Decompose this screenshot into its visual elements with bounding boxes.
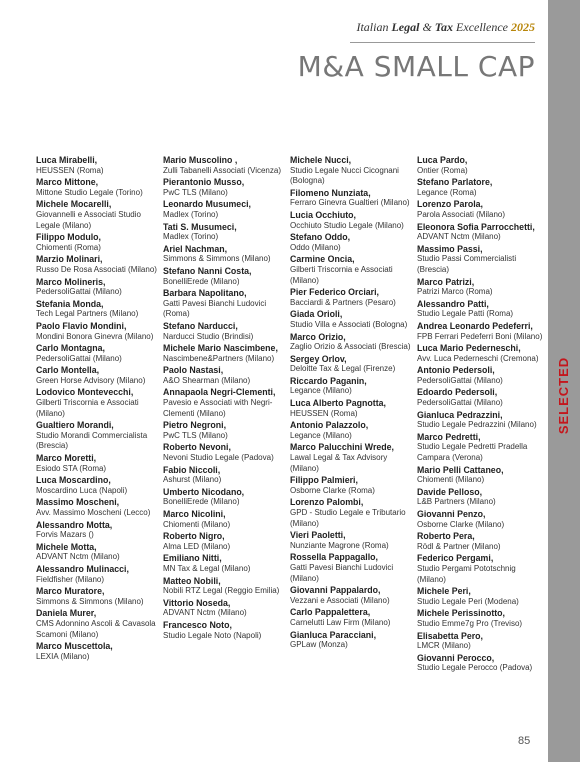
entry-name: Marco Muratore, xyxy=(36,586,105,597)
directory-entry xyxy=(163,199,289,220)
directory-entry xyxy=(290,398,416,419)
directory-entry xyxy=(163,531,289,552)
entry-name: Luca Mario Pederneschi, xyxy=(417,343,521,354)
directory-entry xyxy=(417,387,543,408)
directory-entry xyxy=(417,177,543,198)
header-text-tax: Tax xyxy=(434,20,454,34)
entry-firm: Deloitte Tax & Legal (Firenze) xyxy=(290,364,396,374)
entry-name: Tati S. Musumeci, xyxy=(163,221,237,232)
directory-entry xyxy=(417,277,543,298)
directory-entry xyxy=(290,607,416,628)
directory-entry xyxy=(417,321,543,342)
entry-name: Vieri Paoletti, xyxy=(290,530,346,541)
directory-entry xyxy=(290,232,416,253)
entry-name: Gianluca Paracciani, xyxy=(290,629,377,640)
entry-firm: Occhiuto Studio Legale (Milano) xyxy=(290,220,404,230)
entry-firm: HEUSSEN (Roma) xyxy=(290,408,358,418)
entry-firm: Nevoni Studio Legale (Padova) xyxy=(163,453,274,463)
directory-columns xyxy=(36,155,541,735)
entry-firm: Tech Legal Partners (Milano) xyxy=(36,309,139,319)
entry-firm: Giovannelli e Associati Studio Legale (Milano) xyxy=(36,209,141,230)
entry-name: Michele Mario Nascimbene, xyxy=(163,343,278,354)
directory-entry xyxy=(163,509,289,530)
entry-name: Massimo Moscheni, xyxy=(36,497,120,508)
directory-entry xyxy=(417,487,543,508)
entry-firm: Gilberti Triscornia e Associati (Milano) xyxy=(36,398,139,418)
entry-name: Sergey Orlov, xyxy=(290,353,347,364)
entry-name: Lorenzo Palombi, xyxy=(290,497,364,508)
directory-entry xyxy=(163,420,289,441)
directory-entry xyxy=(290,630,416,651)
entry-firm: Simmons & Simmons (Milano) xyxy=(36,596,144,606)
directory-entry xyxy=(417,631,543,652)
directory-entry xyxy=(417,155,543,176)
directory-entry xyxy=(417,365,543,386)
entry-name: Federico Pergami, xyxy=(417,553,494,564)
entry-firm: Avv. Luca Pederneschi (Cremona) xyxy=(417,353,539,363)
entry-firm: Osborne Clarke (Roma) xyxy=(290,485,375,495)
entry-firm: PwC TLS (Milano) xyxy=(163,430,228,440)
directory-entry xyxy=(36,277,162,298)
directory-entry xyxy=(36,343,162,364)
entry-firm: BonelliErede (Milano) xyxy=(163,276,240,286)
directory-entry xyxy=(36,387,162,419)
entry-name: Antonio Pedersoli, xyxy=(417,365,495,376)
directory-entry xyxy=(163,598,289,619)
directory-entry xyxy=(36,453,162,474)
entry-name: Francesco Noto, xyxy=(163,619,232,630)
entry-name: Pietro Negroni, xyxy=(163,420,227,431)
entry-firm: Lawal Legal & Tax Advisory (Milano) xyxy=(290,453,388,473)
entry-firm: Ashurst (Milano) xyxy=(163,475,222,485)
entry-name: Riccardo Paganin, xyxy=(290,375,367,386)
entry-name: Alessandro Mulinacci, xyxy=(36,563,129,574)
directory-entry xyxy=(417,509,543,530)
entry-name: Marco Muscettola, xyxy=(36,641,113,652)
entry-name: Marco Pedretti, xyxy=(417,431,481,442)
entry-firm: Studio Pergami Pototschnig (Milano) xyxy=(417,563,516,584)
entry-firm: Carnelutti Law Firm (Milano) xyxy=(290,617,391,627)
directory-entry xyxy=(36,420,162,452)
directory-entry xyxy=(290,332,416,353)
directory-entry xyxy=(163,465,289,486)
entry-name: Lucia Occhiuto, xyxy=(290,209,356,220)
entry-firm: Legance (Milano) xyxy=(290,386,352,396)
directory-entry xyxy=(290,442,416,474)
entry-firm: GPLaw (Monza) xyxy=(290,640,348,650)
directory-entry xyxy=(417,432,543,464)
entry-firm: PedersoliGattai (Milano) xyxy=(417,398,503,408)
entry-firm: Gatti Pavesi Bianchi Ludovici (Milano) xyxy=(290,562,394,583)
entry-name: Gianluca Pedrazzini, xyxy=(417,409,503,420)
side-tab-text: SELECTED xyxy=(556,356,572,434)
entry-firm: Legance (Milano) xyxy=(290,430,352,440)
entry-name: Marco Orizio, xyxy=(290,331,346,342)
directory-entry xyxy=(290,530,416,551)
entry-firm: Zaglio Orizio & Associati (Brescia) xyxy=(290,342,411,352)
entry-firm: PedersoliGattai (Milano) xyxy=(36,287,122,297)
entry-name: Andrea Leonardo Pedeferri, xyxy=(417,320,533,331)
directory-entry xyxy=(417,653,543,674)
entry-firm: Parola Associati (Milano) xyxy=(417,209,506,219)
entry-name: Luca Alberto Pagnotta, xyxy=(290,398,386,409)
header-text-legal: Legal xyxy=(391,20,420,34)
directory-entry xyxy=(36,254,162,275)
directory-entry xyxy=(290,210,416,231)
entry-firm: Ferraro Ginevra Gualtieri (Milano) xyxy=(290,198,410,208)
entry-firm: MN Tax & Legal (Milano) xyxy=(163,563,251,573)
entry-name: Gualtiero Morandi, xyxy=(36,420,114,431)
directory-column-2 xyxy=(163,155,289,642)
directory-entry xyxy=(290,376,416,397)
directory-entry xyxy=(36,177,162,198)
entry-firm: Forvis Mazars () xyxy=(36,530,94,540)
directory-entry xyxy=(163,442,289,463)
entry-name: Carlo Montagna, xyxy=(36,343,105,354)
directory-entry xyxy=(417,410,543,431)
section-title: M&A SMALL CAP xyxy=(297,50,535,83)
directory-column-3 xyxy=(290,155,416,652)
entry-name: Umberto Nicodano, xyxy=(163,486,245,497)
entry-name: Massimo Passi, xyxy=(417,243,483,254)
entry-firm: Oddo (Milano) xyxy=(290,242,341,252)
directory-entry xyxy=(290,552,416,584)
entry-firm: Gilberti Triscornia e Associati (Milano) xyxy=(290,264,393,285)
entry-firm: Mondini Bonora Ginevra (Milano) xyxy=(36,331,154,341)
entry-firm: Gatti Pavesi Bianchi Ludovici (Roma) xyxy=(163,298,267,319)
directory-entry xyxy=(290,287,416,308)
directory-entry xyxy=(36,299,162,320)
entry-name: Marco Nicolini, xyxy=(163,509,226,519)
entry-firm: Nunziante Magrone (Roma) xyxy=(290,540,389,550)
directory-column-4 xyxy=(417,155,543,675)
entry-firm: Studio Legale Noto (Napoli) xyxy=(163,630,262,640)
entry-firm: GPD - Studio Legale e Tributario (Milano) xyxy=(290,508,406,528)
entry-firm: Chiomenti (Milano) xyxy=(163,519,231,529)
entry-name: Filomeno Nunziata, xyxy=(290,187,371,198)
directory-entry xyxy=(36,155,162,176)
entry-firm: Studio Emme7g Pro (Treviso) xyxy=(417,618,523,628)
entry-name: Stefano Narducci, xyxy=(163,320,238,331)
entry-name: Michele Motta, xyxy=(36,541,97,552)
entry-firm: Simmons & Simmons (Milano) xyxy=(163,254,271,264)
entry-firm: Studio Villa e Associati (Bologna) xyxy=(290,319,408,329)
entry-name: Marco Palucchini Wrede, xyxy=(290,442,394,453)
directory-entry xyxy=(163,553,289,574)
entry-firm: Studio Passi Commercialisti (Brescia) xyxy=(417,254,517,274)
entry-firm: Narducci Studio (Brindisi) xyxy=(163,331,254,341)
directory-entry xyxy=(36,475,162,496)
entry-firm: Studio Legale Peri (Modena) xyxy=(417,596,519,606)
entry-firm: Studio Legale Patti (Roma) xyxy=(417,309,514,319)
entry-firm: L&B Partners (Milano) xyxy=(417,497,496,507)
directory-entry xyxy=(163,343,289,364)
entry-firm: Fieldfisher (Milano) xyxy=(36,574,105,584)
entry-firm: HEUSSEN (Roma) xyxy=(36,165,104,175)
entry-firm: Ontier (Roma) xyxy=(417,165,468,175)
directory-entry xyxy=(163,487,289,508)
header-text-amp: & xyxy=(419,20,435,34)
entry-name: Stefano Nanni Costa, xyxy=(163,265,252,276)
directory-entry xyxy=(417,244,543,276)
entry-name: Alessandro Patti, xyxy=(417,298,489,309)
entry-firm: Chiomenti (Roma) xyxy=(36,242,101,252)
directory-entry xyxy=(36,564,162,585)
entry-name: Carlo Montella, xyxy=(36,365,100,376)
entry-name: Michele Peri, xyxy=(417,586,471,597)
header-divider xyxy=(350,42,535,43)
entry-name: Filippo Modulo, xyxy=(36,232,101,243)
entry-name: Lorenzo Parola, xyxy=(417,199,483,210)
entry-firm: BonelliErede (Milano) xyxy=(163,497,240,507)
directory-entry xyxy=(163,266,289,287)
directory-entry xyxy=(163,222,289,243)
directory-entry xyxy=(163,576,289,597)
entry-firm: Vezzani e Associati (Milano) xyxy=(290,595,390,605)
entry-firm: A&O Shearman (Milano) xyxy=(163,375,251,385)
directory-entry xyxy=(417,553,543,585)
directory-entry xyxy=(36,641,162,662)
entry-firm: Legance (Roma) xyxy=(417,187,477,197)
entry-firm: Nascimbene&Partners (Milano) xyxy=(163,353,275,363)
entry-name: Marzio Molinari, xyxy=(36,254,103,265)
directory-entry xyxy=(163,155,289,176)
entry-firm: Zulli Tabanelli Associati (Vicenza) xyxy=(163,165,281,175)
directory-entry xyxy=(417,465,543,486)
entry-name: Roberto Nigro, xyxy=(163,531,225,542)
entry-firm: Avv. Massimo Moscheni (Lecco) xyxy=(36,508,151,517)
entry-name: Roberto Pera, xyxy=(417,531,475,542)
entry-firm: Patrizi Marco (Roma) xyxy=(417,287,493,297)
directory-entry xyxy=(36,542,162,563)
entry-name: Alessandro Motta, xyxy=(36,519,113,530)
entry-firm: PedersoliGattai (Milano) xyxy=(36,353,122,363)
directory-entry xyxy=(290,188,416,209)
entry-firm: Studio Legale Pedrazzini (Milano) xyxy=(417,420,537,430)
entry-firm: Madlex (Torino) xyxy=(163,232,219,242)
entry-name: Daniela Murer, xyxy=(36,608,97,619)
directory-entry xyxy=(417,531,543,552)
directory-entry xyxy=(163,177,289,198)
entry-name: Michele Mocarelli, xyxy=(36,199,112,210)
entry-name: Carlo Pappalettera, xyxy=(290,607,371,618)
entry-name: Fabio Niccoli, xyxy=(163,464,221,475)
page-number: 85 xyxy=(518,735,531,747)
directory-entry xyxy=(163,288,289,320)
entry-firm: Rödl & Partner (Milano) xyxy=(417,541,501,551)
directory-entry xyxy=(417,343,543,364)
entry-firm: Pavesio e Associati with Negri-Clementi (Milano) xyxy=(163,398,273,418)
directory-column-1 xyxy=(36,155,162,663)
entry-firm: Madlex (Torino) xyxy=(163,209,219,219)
directory-entry xyxy=(417,199,543,220)
directory-entry xyxy=(417,586,543,607)
directory-entry xyxy=(36,586,162,607)
directory-entry xyxy=(36,365,162,386)
side-tab-label xyxy=(548,340,580,450)
directory-entry xyxy=(417,299,543,320)
directory-entry xyxy=(417,608,543,629)
entry-firm: Moscardino Luca (Napoli) xyxy=(36,485,128,495)
entry-name: Luca Mirabelli, xyxy=(36,155,98,165)
entry-firm: Russo De Rosa Associati (Milano) xyxy=(36,264,157,274)
directory-entry xyxy=(163,365,289,386)
directory-entry xyxy=(36,497,162,518)
entry-name: Antonio Palazzolo, xyxy=(290,420,369,431)
entry-name: Pierantonio Musso, xyxy=(163,177,245,188)
entry-name: Marco Patrizi, xyxy=(417,276,475,287)
directory-entry xyxy=(290,254,416,286)
entry-firm: ADVANT Nctm (Milano) xyxy=(36,552,120,562)
directory-entry xyxy=(290,475,416,496)
entry-name: Mario Pelli Cattaneo, xyxy=(417,464,504,475)
entry-name: Paolo Flavio Mondini, xyxy=(36,320,127,331)
directory-entry xyxy=(417,222,543,243)
entry-name: Giovanni Perocco, xyxy=(417,652,495,663)
entry-name: Giovanni Pappalardo, xyxy=(290,585,381,596)
entry-name: Annapaola Negri-Clementi, xyxy=(163,387,276,398)
directory-entry xyxy=(290,309,416,330)
entry-firm: ADVANT Nctm (Milano) xyxy=(163,608,247,618)
entry-name: Filippo Palmieri, xyxy=(290,475,358,486)
directory-entry xyxy=(290,497,416,529)
entry-name: Luca Pardo, xyxy=(417,155,468,165)
entry-name: Emiliano Nitti, xyxy=(163,553,222,564)
directory-entry xyxy=(163,244,289,265)
directory-entry xyxy=(36,608,162,640)
directory-entry xyxy=(36,520,162,541)
entry-name: Barbara Napolitano, xyxy=(163,288,247,299)
entry-name: Mario Muscolino , xyxy=(163,155,238,165)
entry-firm: FPB Ferrari Pedeferri Boni (Milano) xyxy=(417,331,543,341)
directory-entry xyxy=(163,321,289,342)
header-text-italian: Italian xyxy=(356,20,392,34)
entry-name: Vittorio Noseda, xyxy=(163,597,231,608)
entry-name: Stefano Oddo, xyxy=(290,232,351,243)
entry-firm: Esiodo STA (Roma) xyxy=(36,463,107,473)
entry-firm: Studio Legale Pedretti Pradella Campara (Verona) xyxy=(417,442,528,463)
entry-firm: PwC TLS (Milano) xyxy=(163,187,228,197)
directory-entry xyxy=(163,387,289,419)
directory-entry xyxy=(36,232,162,253)
entry-firm: Studio Legale Nucci Cicognani (Bologna) xyxy=(290,165,399,186)
entry-name: Davide Pelloso, xyxy=(417,486,483,497)
entry-name: Matteo Nobili, xyxy=(163,575,221,586)
directory-entry xyxy=(163,620,289,641)
entry-name: Luca Moscardino, xyxy=(36,475,111,486)
entry-firm: Nobili RTZ Legal (Reggio Emilia) xyxy=(163,586,280,596)
entry-firm: PedersoliGattai (Milano) xyxy=(417,375,503,385)
directory-entry xyxy=(290,354,416,375)
entry-firm: LMCR (Milano) xyxy=(417,641,471,651)
entry-firm: Alma LED (Milano) xyxy=(163,541,231,551)
entry-firm: Mittone Studio Legale (Torino) xyxy=(36,187,143,197)
directory-entry xyxy=(290,585,416,606)
entry-name: Marco Mittone, xyxy=(36,177,99,188)
entry-name: Giada Orioli, xyxy=(290,309,343,320)
entry-name: Pier Federico Orciari, xyxy=(290,287,379,298)
entry-firm: ADVANT Nctm (Milano) xyxy=(417,232,501,242)
entry-firm: Bacciardi & Partners (Pesaro) xyxy=(290,297,396,307)
entry-name: Leonardo Musumeci, xyxy=(163,199,251,210)
entry-firm: Studio Legale Perocco (Padova) xyxy=(417,663,533,673)
entry-name: Edoardo Pedersoli, xyxy=(417,387,498,398)
entry-name: Giovanni Penzo, xyxy=(417,509,486,519)
entry-firm: LEXIA (Milano) xyxy=(36,651,90,661)
header-text-excellence: Excellence xyxy=(453,20,511,34)
entry-name: Michele Nucci, xyxy=(290,155,352,165)
entry-name: Marco Moretti, xyxy=(36,453,97,464)
entry-name: Roberto Nevoni, xyxy=(163,442,231,453)
directory-entry xyxy=(290,155,416,187)
entry-name: Lodovico Montevecchi, xyxy=(36,387,134,398)
entry-name: Michele Perissinotto, xyxy=(417,608,505,619)
directory-entry xyxy=(36,199,162,231)
header-year: 2025 xyxy=(511,20,535,34)
entry-name: Carmine Oncia, xyxy=(290,254,355,265)
entry-name: Stefania Monda, xyxy=(36,298,104,309)
entry-firm: CMS Adonnino Ascoli & Cavasola Scamoni (Milano) xyxy=(36,618,156,639)
entry-name: Eleonora Sofia Parrocchetti, xyxy=(417,221,535,232)
entry-firm: Green Horse Advisory (Milano) xyxy=(36,375,146,385)
directory-entry xyxy=(290,420,416,441)
directory-entry xyxy=(36,321,162,342)
entry-name: Elisabetta Pero, xyxy=(417,630,484,641)
entry-firm: Osborne Clarke (Milano) xyxy=(417,519,505,529)
entry-name: Ariel Nachman, xyxy=(163,243,228,254)
page-header xyxy=(250,20,535,38)
entry-firm: Studio Morandi Commercialista (Brescia) xyxy=(36,430,148,451)
entry-name: Stefano Parlatore, xyxy=(417,177,493,188)
entry-name: Rossella Pappagallo, xyxy=(290,552,378,563)
entry-name: Marco Molineris, xyxy=(36,276,106,287)
entry-name: Paolo Nastasi, xyxy=(163,365,224,376)
entry-firm: Chiomenti (Milano) xyxy=(417,475,485,485)
